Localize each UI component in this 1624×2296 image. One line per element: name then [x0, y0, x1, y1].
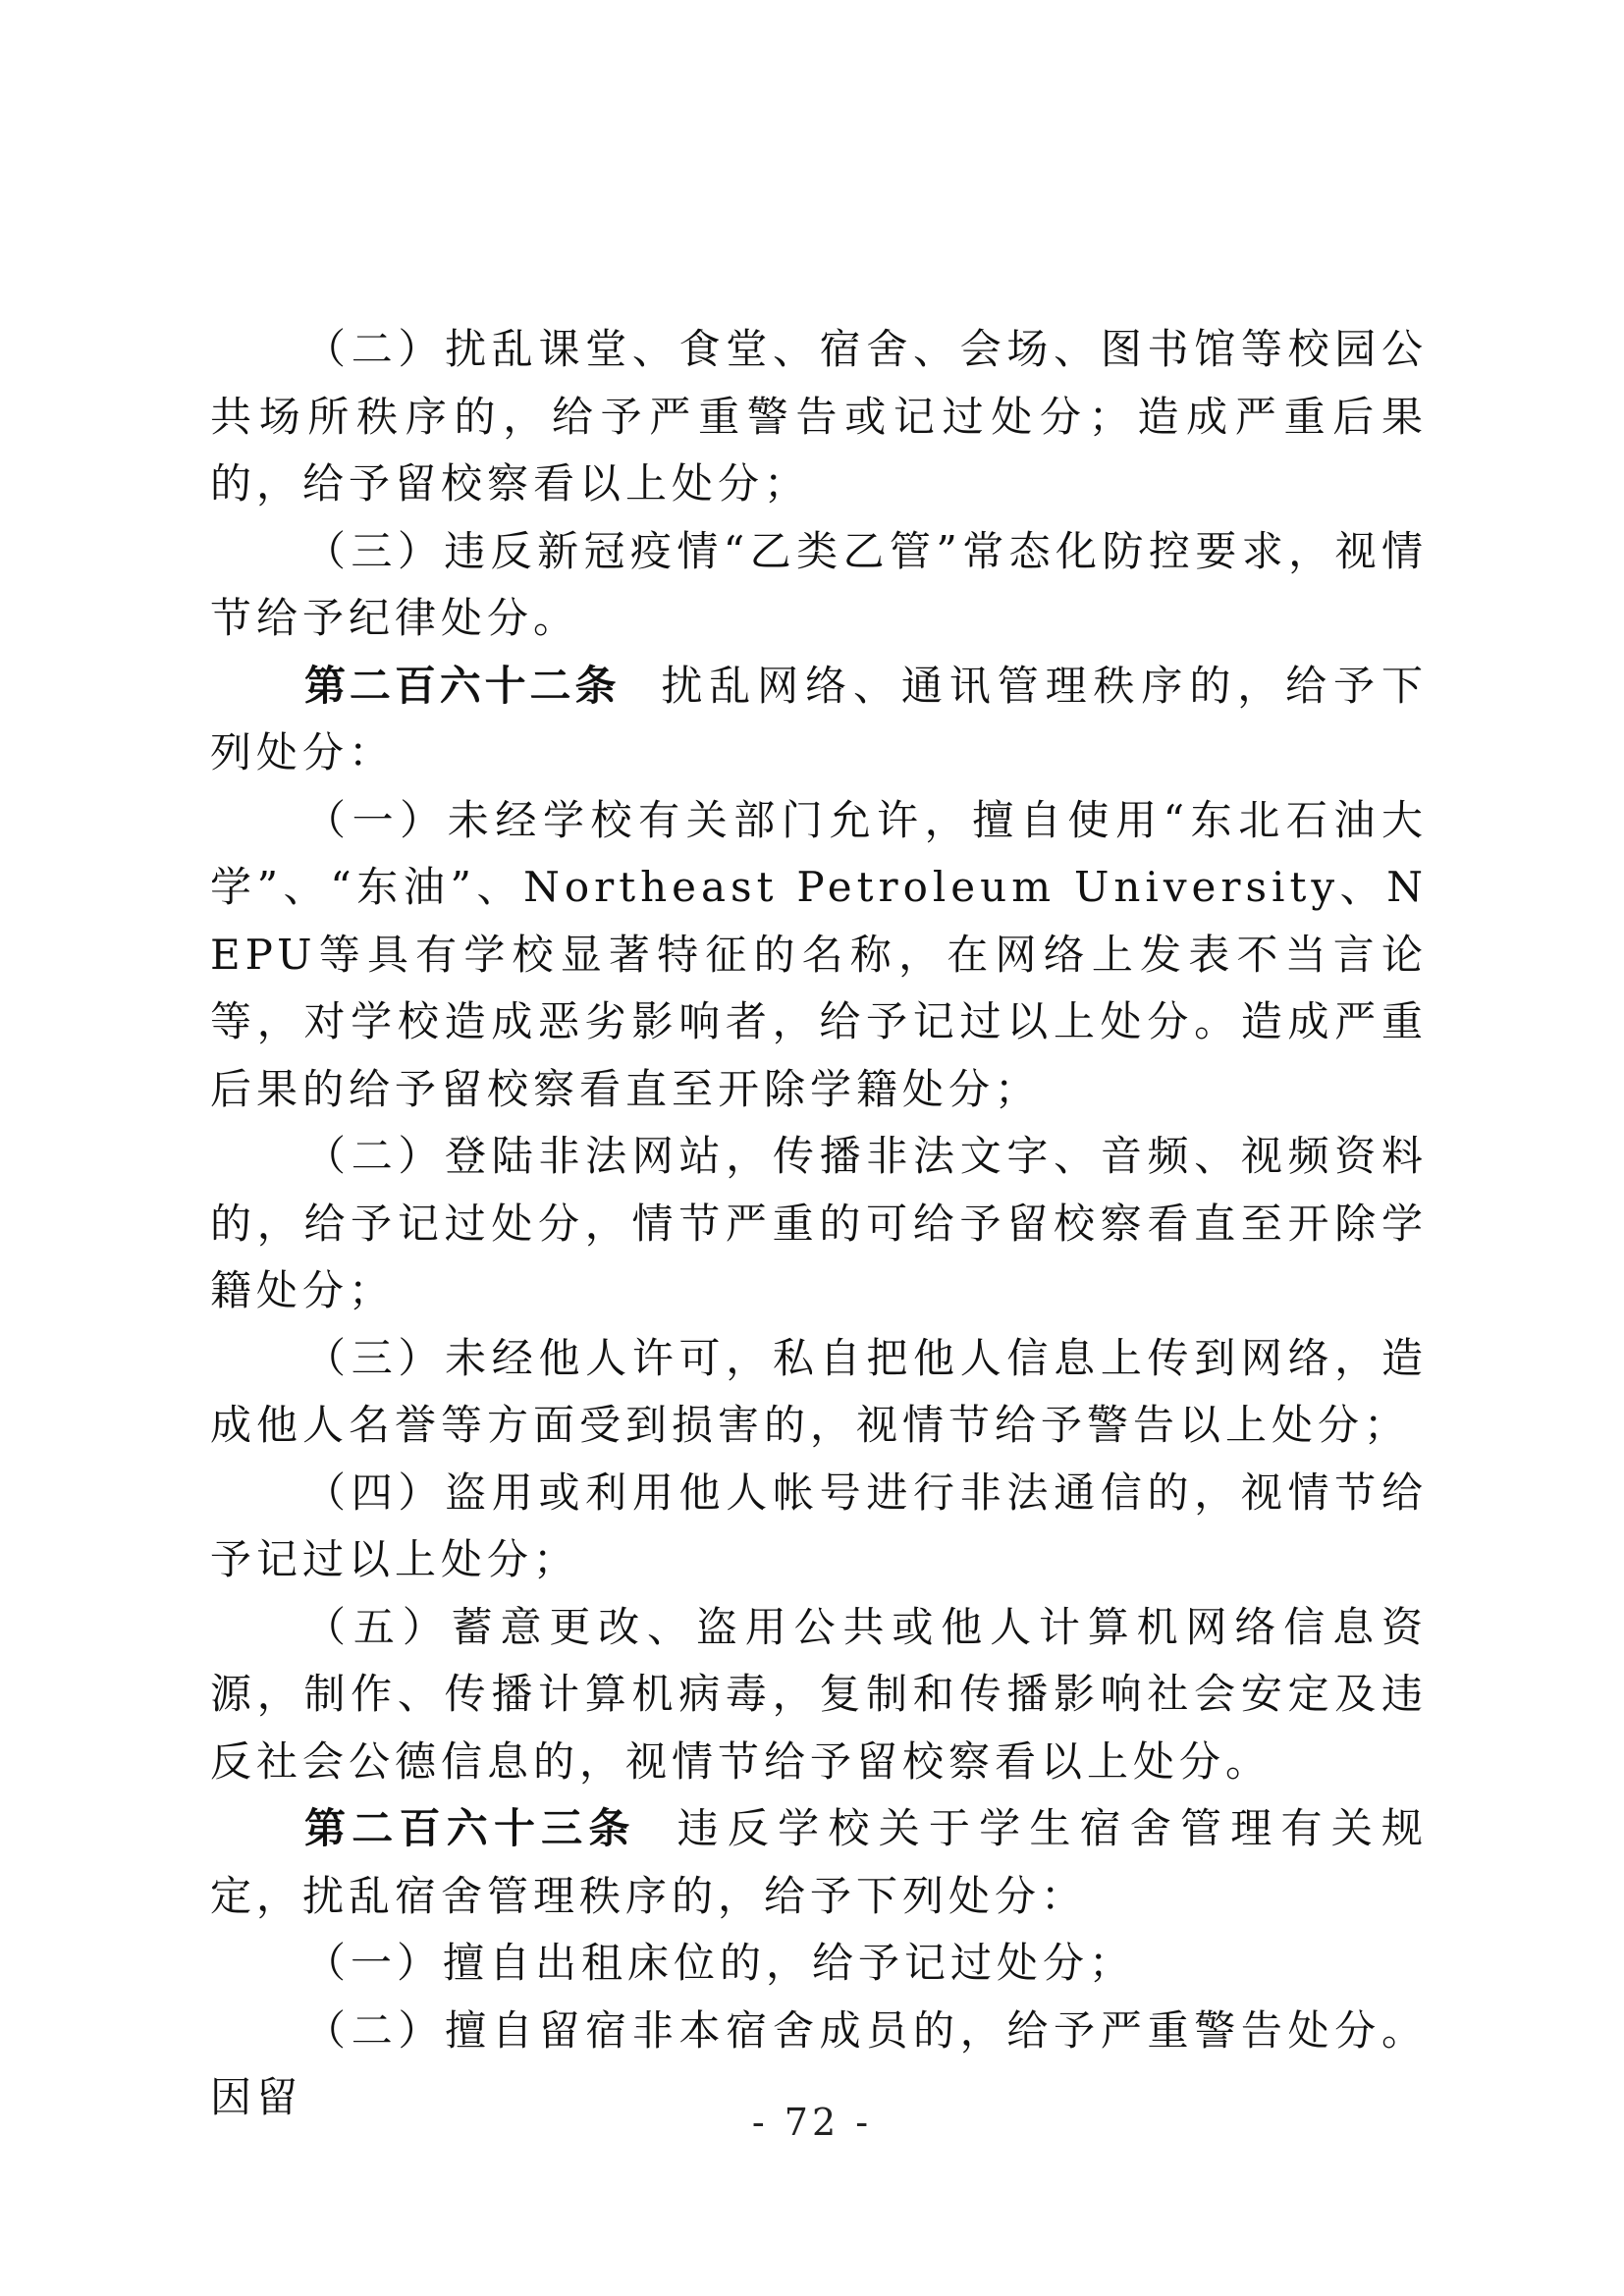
paragraph	[210, 518, 1428, 653]
paragraph	[210, 1594, 1428, 1796]
paragraph-text: （一）擅自出租床位的，给予记过处分；	[304, 1939, 1136, 1987]
paragraph-text: （五）蓄意更改、盗用公共或他人计算机网络信息资源，制作、传播计算机病毒，复制和传播影响社会安定及违反社会公德信息的，视情节给予留校察看以上处分。	[210, 1602, 1428, 1786]
paragraph-text: （三）未经他人许可，私自把他人信息上传到网络，造成他人名誉等方面受到损害的，视情节给予警告以上处分；	[210, 1333, 1428, 1449]
article-heading: 第二百六十三条	[304, 1804, 636, 1852]
article-paragraph	[210, 653, 1428, 787]
paragraph	[210, 1325, 1428, 1460]
paragraph-text: （二）扰乱课堂、食堂、宿舍、会场、图书馆等校园公共场所秩序的，给予严重警告或记过处分；造成严重后果的，给予留校察看以上处分；	[210, 325, 1428, 507]
paragraph-text: 违反学校关于学生宿舍管理有关规定，扰乱宿舍管理秩序的，给予下列处分：	[210, 1804, 1428, 1920]
paragraph-text: （三）违反新冠疫情“乙类乙管”常态化防控要求，视情节给予纪律处分。	[210, 526, 1428, 642]
paragraph	[210, 1460, 1428, 1594]
paragraph	[210, 1123, 1428, 1325]
paragraph-text: （一）未经学校有关部门允许，擅自使用“东北石油大学”、“东油”、Northeast Petroleum University、NEPU等具有学校显著特征的名称，在网络上发表不当言论等，对学校造成恶劣影响者，给予记过以上处分。造成严重后果的给予留校察看直至开除学籍处分；	[210, 795, 1428, 1113]
paragraph-text: （二）登陆非法网站，传播非法文字、音频、视频资料的，给予记过处分，情节严重的可给予留校察看直至开除学籍处分；	[210, 1132, 1428, 1314]
paragraph	[210, 787, 1428, 1124]
document-body	[210, 316, 1428, 2132]
page-number: - 72 -	[751, 2101, 873, 2144]
article-paragraph	[210, 1795, 1428, 1930]
paragraph-text: （四）盗用或利用他人帐号进行非法通信的，视情节给予记过以上处分；	[210, 1468, 1428, 1583]
article-heading: 第二百六十二条	[304, 661, 621, 710]
paragraph-text: （二）擅自留宿非本宿舍成员的，给予严重警告处分。因留	[210, 2005, 1428, 2121]
paragraph-text: 扰乱网络、通讯管理秩序的，给予下列处分：	[210, 661, 1428, 776]
paragraph	[210, 316, 1428, 518]
paragraph	[210, 1930, 1428, 1998]
